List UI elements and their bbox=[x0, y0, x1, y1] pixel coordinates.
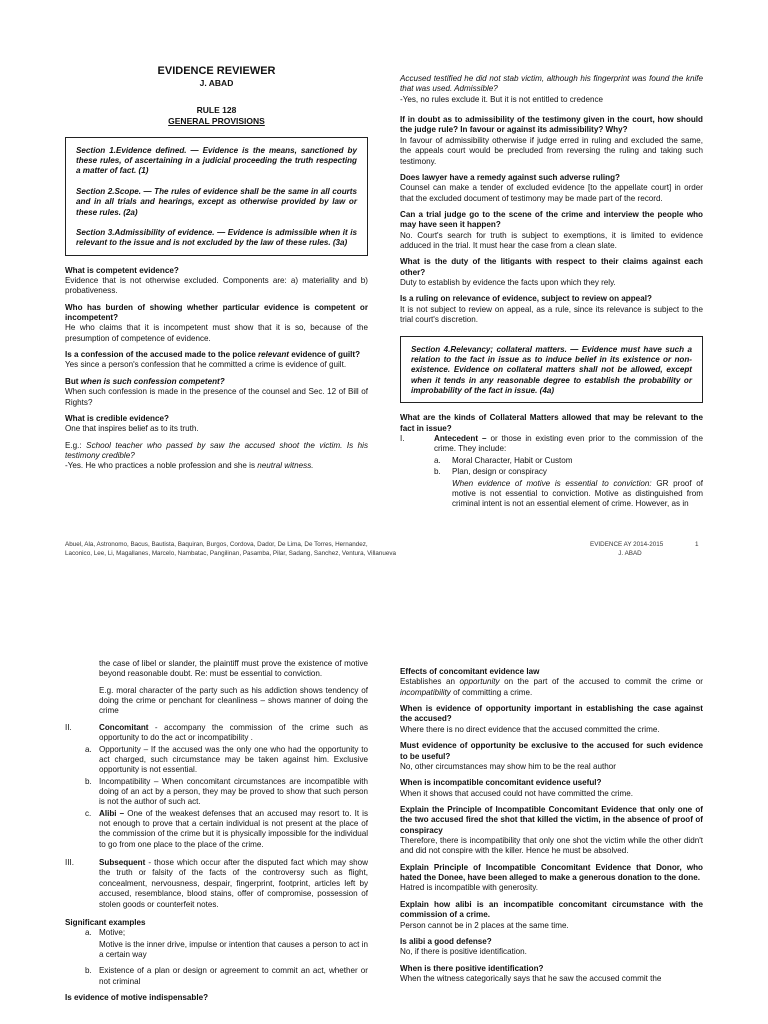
document-author: J. ABAD bbox=[199, 78, 234, 89]
question: Is evidence of motive indispensable? bbox=[65, 993, 209, 1003]
question: Who has burden of showing whether particular evidence is competent or incompetent? bbox=[65, 302, 368, 323]
motive-paragraph: When evidence of motive is essential to conviction: GR proof of motive is not essential to conviction. Motive as distinguished from criminal intent is not an essential element of crime. However, as in bbox=[452, 478, 704, 509]
intro-question: Accused testified he did not stab victim, although his fingerprint was found the knife that was used. Admissible? bbox=[400, 74, 703, 94]
motive-definition: Motive is the inner drive, impulse or intention that causes a person to act in a certain way bbox=[99, 939, 368, 959]
list-item: III. Subsequent - those which occur after the disputed fact which may show the truth or falsity of the facts of the controversy such as flight, concealment, nervousness, despair, fingerprint, footprint, articles left by accused, resemblance, blood stains, offer of compromise, possession of stolen goods or counterfeit notes. bbox=[65, 858, 368, 909]
question: Effects of concomitant evidence law bbox=[400, 667, 540, 676]
example-question: E.g.: School teacher who passed by saw the accused shoot the victim. Is his testimony credible? bbox=[65, 440, 368, 460]
question: Must evidence of opportunity be exclusive to the accused for such evidence to be useful? bbox=[400, 741, 703, 761]
answer: Therefore, there is incompatibility that only one shot the victim while the other didn't and did not conspire with the killer. Hence he must be absolved. bbox=[400, 836, 703, 856]
answer: When the witness categorically says that he saw the accused commit the bbox=[400, 973, 662, 983]
list-item: a. Motive; bbox=[85, 928, 126, 938]
rule-heading: RULE 128 bbox=[196, 104, 237, 115]
question: When is evidence of opportunity important in establishing the case against the accused? bbox=[400, 704, 703, 724]
question: What is credible evidence? bbox=[65, 413, 169, 423]
answer: Where there is no direct evidence that the accused committed the crime. bbox=[400, 724, 660, 734]
question: Does lawyer have a remedy against such adverse ruling? bbox=[400, 172, 620, 182]
list-item: b. Plan, design or conspiracy bbox=[434, 467, 547, 477]
document-page-2 bbox=[0, 645, 768, 1024]
question: When is there positive identification? bbox=[400, 963, 544, 973]
answer: Counsel can make a tender of excluded evidence [to the appellate court] in order that the excluded document of testimony may be made part of the record. bbox=[400, 183, 703, 203]
question: Is a confession of the accused made to the police relevant evidence of guilt? bbox=[65, 350, 361, 360]
example-paragraph: E.g. moral character of the party such as his addiction shows tendency of doing the crime or penchant for cleanliness – shows manner of doing the crime bbox=[99, 685, 368, 716]
question: But when is such confession competent? bbox=[65, 376, 225, 386]
section-4-text: Section 4.Relevancy; collateral matters. — Evidence must have such a relation to the fact in issue as to induce belief in its existence or non-existence. Evidence on collateral matters shall not be allowed, except when it tends in any reasonable degree to establish the probability or improbability of the fact in issue. (4a) bbox=[411, 344, 692, 395]
answer: No, other circumstances may show him to be the real author bbox=[400, 761, 616, 771]
answer: One that inspires belief as to its truth. bbox=[65, 424, 199, 434]
question: If in doubt as to admissibility of the testimony given in the court, how should the judge rule? In favour or against its admissibility? Why? bbox=[400, 115, 703, 135]
question: Explain how alibi is an incompatible concomitant circumstance with the commission of a crime. bbox=[400, 899, 703, 920]
subheading: Significant examples bbox=[65, 917, 146, 927]
page1-right-column bbox=[400, 74, 703, 516]
answer: When it shows that accused could not have committed the crime. bbox=[400, 788, 634, 798]
document-title: EVIDENCE REVIEWER bbox=[157, 65, 276, 77]
footer-course: EVIDENCE AY 2014-2015 J. ABAD bbox=[590, 541, 664, 558]
page1-left-column bbox=[65, 64, 368, 478]
answer: Duty to establish by evidence the facts upon which they rely. bbox=[400, 278, 616, 288]
question: Explain Principle of Incompatible Concomitant Evidence that Donor, who hated the Donee, have been alleged to make a generous donation to the done. bbox=[400, 862, 703, 883]
general-provisions-heading: GENERAL PROVISIONS bbox=[168, 115, 265, 126]
question: Explain the Principle of Incompatible Concomitant Evidence that only one of the two accused fired the shot that killed the victim, in the absence of proof of conspiracy bbox=[400, 804, 703, 835]
question: What is the duty of the litigants with respect to their claims against each other? bbox=[400, 257, 703, 277]
answer: No, if there is positive identification. bbox=[400, 947, 527, 957]
continued-paragraph: the case of libel or slander, the plaintiff must prove the existence of motive beyond reasonable doubt. Re: must be essential to conviction. bbox=[99, 659, 368, 679]
page2-left-column bbox=[65, 659, 368, 1003]
list-item: b. Existence of a plan or design or agreement to commit an act, whether or not criminal bbox=[85, 966, 368, 986]
section-2-text: Section 2.Scope. — The rules of evidence shall be the same in all courts and in all trials and hearings, except as otherwise provided by law or these rules. (2a) bbox=[76, 186, 357, 217]
answer: Person cannot be in 2 places at the same time. bbox=[400, 920, 569, 930]
answer: It is not subject to review on appeal, as a rule, since its relevance is subject to the trial court's discretion. bbox=[400, 304, 703, 325]
intro-answer: -Yes, no rules exclude it. But it is not entitled to credence bbox=[400, 94, 604, 104]
sections-1-3-box bbox=[65, 137, 368, 256]
footer-names: Abuel, Ala, Astronomo, Bacus, Bautista, Baquiran, Burgos, Cordova, Dador, De Lima, De Torres, Hernandez, Laconico, Lee, Li, Magallanes, Marcelo, Nambatac, Pangilinan, Pasamba, Pilar, Sadang, Sanchez, Ventura, Villanueva bbox=[65, 541, 397, 558]
list-item: I. Antecedent – or those in existing even prior to the commission of the crime. They include: bbox=[400, 434, 703, 454]
list-item: II. Concomitant - accompany the commission of the crime such as opportunity to do the act or incompatibility . bbox=[65, 722, 368, 743]
page-gap bbox=[0, 580, 768, 645]
answer: Evidence that is not otherwise excluded. Components are: a) materiality and b) probativeness. bbox=[65, 275, 368, 296]
section-1-text: Section 1.Evidence defined. — Evidence is the means, sanctioned by these rules, of ascertaining in a judicial proceeding the truth respecting a matter of fact. (1) bbox=[76, 145, 357, 176]
list-item: a. Opportunity – If the accused was the only one who had the opportunity to act charged, such circumstance may be taken against him. Exclusive opportunity is not essential. bbox=[85, 744, 368, 775]
answer: Yes since a person's confession that he committed a crime is evidence of guilt. bbox=[65, 360, 347, 370]
answer: He who claims that it is incompetent must show that it is so, because of the presumption of competence of evidence. bbox=[65, 323, 368, 343]
section-4-box bbox=[400, 336, 703, 404]
answer: No. Court's search for truth is subject to exemptions, it is limited to evidence adduced in the trial. It must hear the case from a clean slate. bbox=[400, 230, 703, 251]
answer: When such confession is made in the presence of the counsel and Sec. 12 of Bill of Rights? bbox=[65, 387, 368, 407]
answer: Establishes an opportunity on the part of the accused to commit the crime or incompatibility of committing a crime. bbox=[400, 677, 703, 697]
question: Is alibi a good defense? bbox=[400, 936, 492, 946]
answer: In favour of admissibility otherwise if judge erred in ruling and excluded the same, the appeals court would be precluded from reversing the ruling and taking such testimony. bbox=[400, 135, 703, 166]
list-item: b. Incompatibility – When concomitant circumstances are incompatible with doing of an act by a person, they may be proved to show that such person is not the author of such act. bbox=[85, 776, 368, 807]
page2-right-column bbox=[400, 667, 703, 990]
question: When is incompatible concomitant evidence useful? bbox=[400, 778, 602, 788]
answer: Hatred is incompatible with generosity. bbox=[400, 883, 538, 893]
list-item: c. Alibi – One of the weakest defenses that an accused may resort to. It is not enough to prove that a certain individual is not present at the place of the commission of the crime but it is physically impossible for the individual to go from one place to the place of the crime. bbox=[85, 808, 368, 849]
question: Is a ruling on relevance of evidence, subject to review on appeal? bbox=[400, 294, 652, 304]
page-number: 1 bbox=[695, 541, 699, 548]
question: What are the kinds of Collateral Matters allowed that may be relevant to the fact in issue? bbox=[400, 413, 703, 433]
question: What is competent evidence? bbox=[65, 265, 179, 275]
section-3-text: Section 3.Admissibility of evidence. — Evidence is admissible when it is relevant to the issue and is not excluded by the law of these rules. (3a) bbox=[76, 227, 357, 248]
example-answer: -Yes. He who practices a noble profession and she is neutral witness. bbox=[65, 461, 314, 471]
question: Can a trial judge go to the scene of the crime and interview the people who may have seen it happen? bbox=[400, 209, 703, 230]
list-item: a. Moral Character, Habit or Custom bbox=[434, 455, 573, 465]
